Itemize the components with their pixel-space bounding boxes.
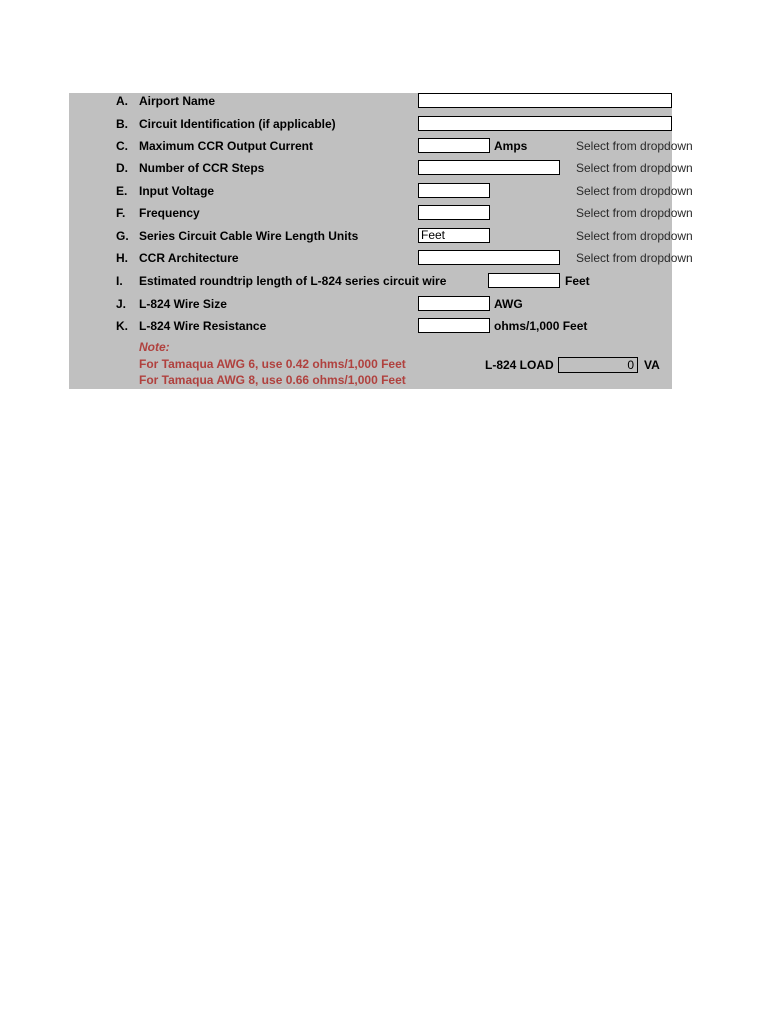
frequency-dropdown[interactable] [418,205,490,220]
row-roundtrip-length [69,273,672,295]
max-ccr-current-label: Maximum CCR Output Current [139,139,313,153]
row-wire-size [69,296,672,318]
wire-resistance-label: L-824 Wire Resistance [139,319,267,333]
feet-unit: Feet [565,274,590,288]
row-letter: K. [116,319,128,333]
row-letter: G. [116,229,129,243]
row-max-ccr-current [69,138,693,160]
load-unit: VA [644,358,660,372]
dropdown-hint: Select from dropdown [576,251,693,265]
note-awg6: For Tamaqua AWG 6, use 0.42 ohms/1,000 Feet [139,357,406,371]
ccr-architecture-label: CCR Architecture [139,251,239,265]
wire-size-label: L-824 Wire Size [139,297,227,311]
airport-name-label: Airport Name [139,94,216,108]
row-letter: C. [116,139,128,153]
length-units-label: Series Circuit Cable Wire Length Units [139,229,359,243]
row-ccr-steps [69,160,693,182]
row-letter: B. [116,117,128,131]
row-letter: H. [116,251,128,265]
dropdown-hint: Select from dropdown [576,206,693,220]
row-circuit-id [69,116,672,138]
wire-resistance-field[interactable] [418,318,490,333]
row-length-units [69,228,693,250]
ccr-steps-label: Number of CCR Steps [139,161,265,175]
row-letter: D. [116,161,128,175]
roundtrip-length-label: Estimated roundtrip length of L-824 series circuit wire [139,274,447,288]
input-voltage-label: Input Voltage [139,184,215,198]
length-units-dropdown[interactable]: Feet [418,228,490,243]
airport-name-field[interactable] [418,93,672,108]
max-ccr-current-dropdown[interactable] [418,138,490,153]
circuit-id-label: Circuit Identification (if applicable) [139,117,336,131]
circuit-id-field[interactable] [418,116,672,131]
dropdown-hint: Select from dropdown [576,139,693,153]
row-letter: E. [116,184,128,198]
row-ccr-architecture [69,250,693,272]
row-frequency [69,205,693,227]
note-awg8: For Tamaqua AWG 8, use 0.66 ohms/1,000 Feet [139,373,406,387]
row-letter: I. [116,274,123,288]
input-voltage-dropdown[interactable] [418,183,490,198]
row-letter: J. [116,297,127,311]
note-title: Note: [139,340,170,354]
dropdown-hint: Select from dropdown [576,184,693,198]
load-value: 0 [558,357,638,373]
ccr-steps-dropdown[interactable] [418,160,560,175]
resistance-unit: ohms/1,000 Feet [494,319,588,333]
row-letter: F. [116,206,126,220]
frequency-label: Frequency [139,206,200,220]
load-label: L-824 LOAD [485,358,554,372]
row-airport-name [69,93,672,115]
row-input-voltage [69,183,693,205]
roundtrip-length-field[interactable] [488,273,560,288]
form-sheet [69,93,693,389]
ccr-architecture-dropdown[interactable] [418,250,560,265]
dropdown-hint: Select from dropdown [576,229,693,243]
row-wire-resistance [69,318,672,340]
amps-unit: Amps [494,139,528,153]
wire-size-field[interactable] [418,296,490,311]
row-letter: A. [116,94,128,108]
dropdown-hint: Select from dropdown [576,161,693,175]
awg-unit: AWG [494,297,523,311]
